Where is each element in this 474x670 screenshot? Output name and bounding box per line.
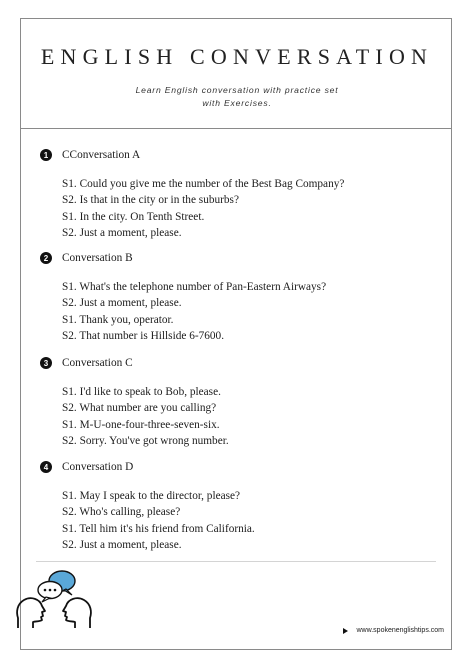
- section-header: [40, 458, 440, 476]
- dialogue-line: S1. Thank you, operator.: [62, 313, 174, 326]
- dialogue-line: S1. In the city. On Tenth Street.: [62, 210, 205, 223]
- dialogue-line: S1. I'd like to speak to Bob, please.: [62, 386, 221, 398]
- section-title: CConversation A: [62, 149, 141, 161]
- dialogue-lines: [62, 279, 440, 344]
- dialogue-line: S1. Tell him it's his friend from California.: [62, 522, 255, 535]
- section-header: [40, 249, 440, 267]
- dialogue-line: S2. What number are you calling?: [62, 402, 217, 415]
- dialogue-line: S2. Who's calling, please?: [62, 506, 181, 519]
- footer-url-text[interactable]: www.spokenenglishtips.com: [356, 627, 444, 634]
- page-subtitle: [0, 84, 474, 110]
- subtitle-line-2: with Exercises.: [202, 98, 272, 108]
- dialogue-line: S1. What's the telephone number of Pan-Eastern Airways?: [62, 281, 327, 293]
- dialogue-lines: [62, 176, 440, 241]
- section-header: [40, 354, 440, 372]
- section-number-badge: 4: [40, 461, 52, 473]
- section-number-badge: 1: [40, 149, 52, 161]
- dialogue-line: S2. Sorry. You've got wrong number.: [62, 434, 229, 447]
- section-number-badge: 3: [40, 357, 52, 369]
- footer-divider: [36, 561, 436, 562]
- subtitle-line-1: Learn English conversation with practice set: [135, 85, 339, 95]
- dialogue-line: S2. Just a moment, please.: [62, 226, 182, 239]
- header-divider: [20, 128, 452, 129]
- section-header: [40, 146, 440, 164]
- conversation-section-b: [40, 249, 440, 344]
- conversation-section-a: [40, 146, 440, 241]
- dialogue-line: S2. Is that in the city or in the suburbs?: [62, 194, 239, 207]
- section-title: Conversation B: [62, 252, 133, 264]
- conversation-heads-icon: [14, 568, 94, 630]
- dialogue-lines: [62, 488, 440, 553]
- dialogue-line: S1. M-U-one-four-three-seven-six.: [62, 418, 220, 431]
- dialogue-lines: [62, 384, 440, 449]
- section-title: Conversation D: [62, 461, 134, 473]
- dialogue-line: S1. Could you give me the number of the Best Bag Company?: [62, 178, 345, 190]
- conversation-section-d: [40, 458, 440, 553]
- play-arrow-icon: [343, 628, 348, 634]
- section-title: Conversation C: [62, 357, 133, 369]
- dialogue-line: S2. Just a moment, please.: [62, 538, 182, 551]
- dialogue-line: S2. That number is Hillside 6-7600.: [62, 329, 225, 342]
- conversation-section-c: [40, 354, 440, 449]
- page-title: ENGLISH CONVERSATION: [40, 44, 434, 69]
- dialogue-line: S2. Just a moment, please.: [62, 297, 182, 310]
- footer-website[interactable]: [343, 627, 444, 634]
- section-number-badge: 2: [40, 252, 52, 264]
- dialogue-line: S1. May I speak to the director, please?: [62, 490, 241, 502]
